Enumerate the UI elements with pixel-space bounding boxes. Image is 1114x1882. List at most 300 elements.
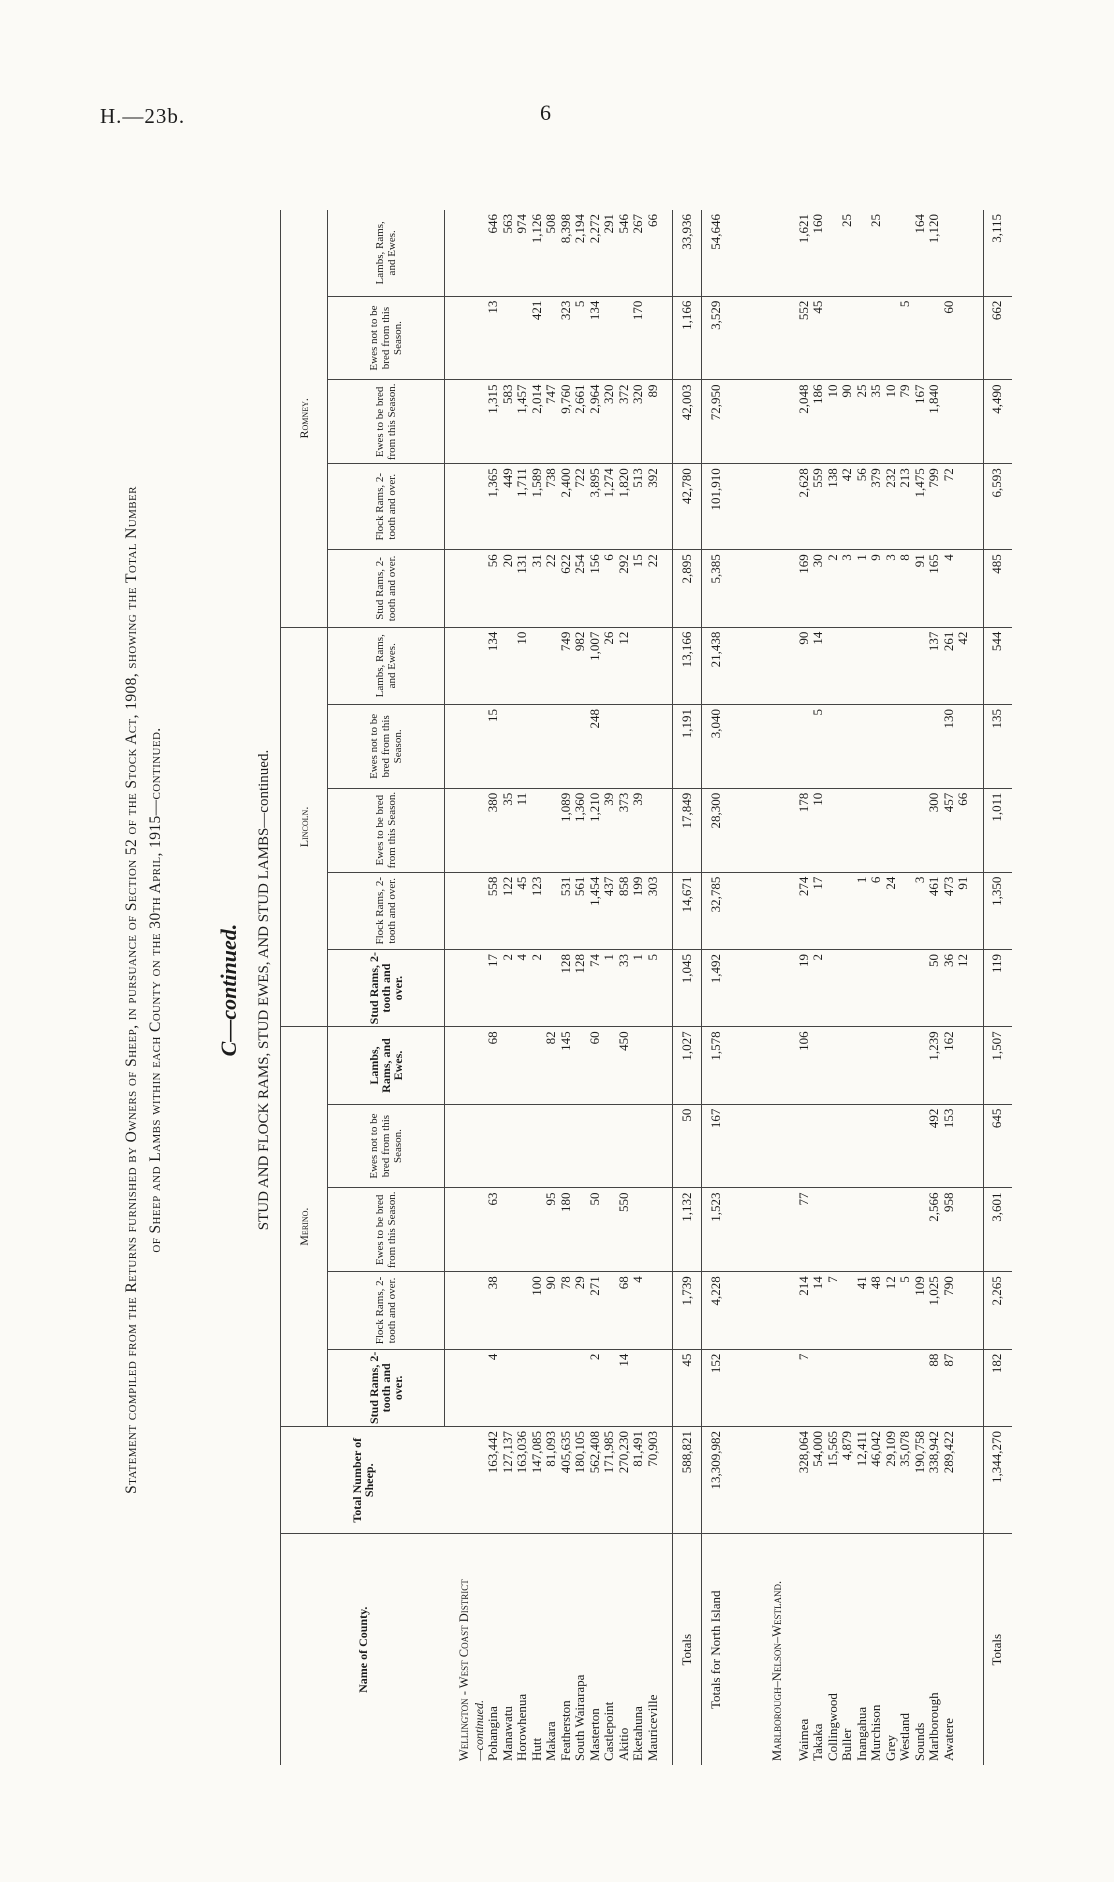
cell-value bbox=[486, 1104, 501, 1188]
cell-value: 12 bbox=[617, 627, 632, 704]
cell-value: 17 bbox=[486, 949, 501, 1026]
cell-value: 974 bbox=[515, 210, 530, 296]
cell-value bbox=[646, 1027, 661, 1104]
table-row bbox=[942, 210, 957, 1765]
cell-value: 214 bbox=[797, 1272, 812, 1349]
header-merino-flock: Flock Rams, 2-tooth and over. bbox=[328, 1272, 445, 1349]
cell-value: 2,048 bbox=[797, 380, 812, 464]
cell-value bbox=[544, 872, 559, 949]
cell-value bbox=[559, 1104, 574, 1188]
cell-value: 274 bbox=[797, 872, 812, 949]
table-row bbox=[797, 210, 812, 1765]
table-row bbox=[826, 210, 841, 1765]
cell-value bbox=[544, 627, 559, 704]
cell-value bbox=[530, 1104, 545, 1188]
county-name: Takaka bbox=[810, 1723, 825, 1761]
cell-value: 8 bbox=[898, 550, 913, 627]
cell-value: 2,895 bbox=[673, 550, 702, 627]
cell-value: 1,166 bbox=[673, 296, 702, 380]
county-name: Buller bbox=[839, 1728, 854, 1761]
cell-value: 261 bbox=[942, 627, 957, 704]
cell-value bbox=[898, 704, 913, 788]
cell-value: 2,628 bbox=[797, 464, 812, 550]
header-romney-stud: Stud Rams, 2-tooth and over. bbox=[328, 550, 445, 627]
cell-value bbox=[898, 1349, 913, 1426]
cell-value: 1,126 bbox=[530, 210, 545, 296]
cell-value: 1,274 bbox=[602, 464, 617, 550]
cell-value: 122 bbox=[501, 872, 516, 949]
header-romney-lambs: Lambs, Rams, and Ewes. bbox=[328, 210, 445, 296]
cell-value: 13,309,982 bbox=[702, 1427, 731, 1534]
cell-value: 546 bbox=[617, 210, 632, 296]
cell-value: 11 bbox=[515, 788, 530, 872]
header-lincoln-ewes-bred: Ewes to be bred from this Season. bbox=[328, 788, 445, 872]
cell-value bbox=[913, 949, 928, 1026]
cell-value: 167 bbox=[913, 380, 928, 464]
header-merino-ewes-bred: Ewes to be bred from this Season. bbox=[328, 1188, 445, 1272]
cell-value: 35,078 bbox=[898, 1427, 913, 1534]
cell-value bbox=[826, 627, 841, 704]
cell-value: 552 bbox=[797, 296, 812, 380]
cell-value: 9 bbox=[869, 550, 884, 627]
cell-value: 17,849 bbox=[673, 788, 702, 872]
cell-value: 3,040 bbox=[702, 704, 731, 788]
header-lincoln-lambs: Lambs, Rams, and Ewes. bbox=[328, 627, 445, 704]
cell-value bbox=[898, 1027, 913, 1104]
cell-value: 123 bbox=[530, 872, 545, 949]
cell-value: 1,621 bbox=[797, 210, 812, 296]
cell-value bbox=[797, 1104, 812, 1188]
county-name: Akitio bbox=[615, 1727, 631, 1761]
county-name: Totals bbox=[983, 1534, 1012, 1765]
cell-value: 3,115 bbox=[983, 210, 1012, 296]
header-merino-stud: Stud Rams, 2-tooth and over. bbox=[328, 1349, 445, 1426]
cell-value bbox=[913, 1104, 928, 1188]
cell-value bbox=[797, 704, 812, 788]
cell-value: 163,036 bbox=[515, 1427, 530, 1534]
cell-value: 15 bbox=[486, 704, 501, 788]
cell-value: 645 bbox=[983, 1104, 1012, 1188]
cell-value: 1,045 bbox=[673, 949, 702, 1026]
cell-value: 1 bbox=[855, 872, 870, 949]
cell-value: 26 bbox=[602, 627, 617, 704]
table-row bbox=[602, 210, 617, 1765]
cell-value bbox=[927, 704, 942, 788]
cell-value bbox=[631, 627, 646, 704]
cell-value: 1,025 bbox=[927, 1272, 942, 1349]
cell-value: 89 bbox=[646, 380, 661, 464]
cell-value: 130 bbox=[942, 704, 957, 788]
cell-value: 14 bbox=[811, 627, 826, 704]
cell-value: 169 bbox=[797, 550, 812, 627]
cell-value bbox=[942, 380, 957, 464]
cell-value: 50 bbox=[927, 949, 942, 1026]
section-title-wellington: Wellington - West Coast District bbox=[457, 1579, 471, 1761]
cell-value: 323 bbox=[559, 296, 574, 380]
cell-value: 5 bbox=[898, 1272, 913, 1349]
cell-value: 54,646 bbox=[702, 210, 731, 296]
cell-value: 9,760 bbox=[559, 380, 574, 464]
cell-value bbox=[826, 704, 841, 788]
cell-value bbox=[898, 627, 913, 704]
cell-value: 4,228 bbox=[702, 1272, 731, 1349]
cell-value bbox=[559, 1349, 574, 1426]
cell-value bbox=[840, 1027, 855, 1104]
cell-value: 2,265 bbox=[983, 1272, 1012, 1349]
cell-value bbox=[869, 296, 884, 380]
cell-value: 213 bbox=[898, 464, 913, 550]
county-name: Featherston bbox=[557, 1700, 573, 1761]
cell-value bbox=[602, 704, 617, 788]
section-heading: C—continued. bbox=[216, 923, 241, 1057]
cell-value: 90 bbox=[797, 627, 812, 704]
cell-value: 1,475 bbox=[913, 464, 928, 550]
cell-value: 33 bbox=[617, 949, 632, 1026]
cell-value: 128 bbox=[559, 949, 574, 1026]
cell-value bbox=[501, 1027, 516, 1104]
cell-value bbox=[855, 949, 870, 1026]
cell-value: 170 bbox=[631, 296, 646, 380]
cell-value bbox=[869, 788, 884, 872]
cell-value bbox=[501, 627, 516, 704]
table-row bbox=[646, 210, 661, 1765]
cell-value bbox=[631, 704, 646, 788]
cell-value: 1,589 bbox=[530, 464, 545, 550]
cell-value: 74 bbox=[588, 949, 603, 1026]
cell-value: 5 bbox=[646, 949, 661, 1026]
cell-value: 90 bbox=[840, 380, 855, 464]
cell-value: 39 bbox=[602, 788, 617, 872]
cell-value: 1,739 bbox=[673, 1272, 702, 1349]
cell-value bbox=[826, 296, 841, 380]
cell-value: 1,350 bbox=[983, 872, 1012, 949]
cell-value bbox=[869, 1027, 884, 1104]
cell-value: 54,000 bbox=[811, 1427, 826, 1534]
cell-value: 77 bbox=[797, 1188, 812, 1272]
cell-value bbox=[544, 788, 559, 872]
cell-value: 41 bbox=[855, 1272, 870, 1349]
cell-value: 14 bbox=[811, 1272, 826, 1349]
cell-value: 10 bbox=[826, 380, 841, 464]
cell-value: 45 bbox=[811, 296, 826, 380]
cell-value: 131 bbox=[515, 550, 530, 627]
cell-value: 68 bbox=[486, 1027, 501, 1104]
cell-value: 50 bbox=[673, 1104, 702, 1188]
cell-value bbox=[573, 1027, 588, 1104]
cell-value bbox=[646, 1349, 661, 1426]
cell-value: 138 bbox=[826, 464, 841, 550]
cell-value: 153 bbox=[942, 1104, 957, 1188]
cell-value bbox=[631, 1349, 646, 1426]
cell-value: 958 bbox=[942, 1188, 957, 1272]
cell-value bbox=[869, 627, 884, 704]
cell-value: 1,711 bbox=[515, 464, 530, 550]
table-row bbox=[913, 210, 928, 1765]
cell-value bbox=[956, 1427, 971, 1534]
cell-value bbox=[913, 1188, 928, 1272]
cell-value: 6 bbox=[602, 550, 617, 627]
cell-value bbox=[515, 704, 530, 788]
totals-row bbox=[983, 210, 1012, 1765]
cell-value: 1,132 bbox=[673, 1188, 702, 1272]
cell-value bbox=[631, 1188, 646, 1272]
cell-value: 68 bbox=[617, 1272, 632, 1349]
cell-value: 1,315 bbox=[486, 380, 501, 464]
cell-value: 372 bbox=[617, 380, 632, 464]
cell-value: 13,166 bbox=[673, 627, 702, 704]
cell-value: 550 bbox=[617, 1188, 632, 1272]
cell-value: 180 bbox=[559, 1188, 574, 1272]
cell-value: 3 bbox=[913, 872, 928, 949]
cell-value: 14 bbox=[617, 1349, 632, 1426]
cell-value: 28,300 bbox=[702, 788, 731, 872]
cell-value: 25 bbox=[840, 210, 855, 296]
county-name: Manawatu bbox=[499, 1706, 515, 1761]
county-name bbox=[956, 1534, 971, 1765]
cell-value bbox=[855, 704, 870, 788]
cell-value: 858 bbox=[617, 872, 632, 949]
cell-value bbox=[515, 1349, 530, 1426]
cell-value bbox=[811, 1104, 826, 1188]
cell-value: 119 bbox=[983, 949, 1012, 1026]
cell-value: 10 bbox=[811, 788, 826, 872]
cell-value bbox=[573, 1104, 588, 1188]
cell-value: 50 bbox=[588, 1188, 603, 1272]
cell-value: 3 bbox=[884, 550, 899, 627]
cell-value bbox=[869, 704, 884, 788]
cell-value bbox=[515, 1188, 530, 1272]
cell-value: 790 bbox=[942, 1272, 957, 1349]
cell-value: 78 bbox=[559, 1272, 574, 1349]
cell-value: 42,003 bbox=[673, 380, 702, 464]
cell-value: 559 bbox=[811, 464, 826, 550]
cell-value bbox=[530, 627, 545, 704]
cell-value: 457 bbox=[942, 788, 957, 872]
cell-value bbox=[884, 296, 899, 380]
cell-value: 145 bbox=[559, 1027, 574, 1104]
cell-value: 1,457 bbox=[515, 380, 530, 464]
cell-value bbox=[811, 1188, 826, 1272]
cell-value: 167 bbox=[702, 1104, 731, 1188]
cell-value: 270,230 bbox=[617, 1427, 632, 1534]
cell-value bbox=[515, 1027, 530, 1104]
table-row bbox=[573, 210, 588, 1765]
cell-value: 5 bbox=[898, 296, 913, 380]
cell-value: 2,272 bbox=[588, 210, 603, 296]
cell-value bbox=[956, 210, 971, 296]
cell-value bbox=[942, 210, 957, 296]
cell-value: 128 bbox=[573, 949, 588, 1026]
cell-value bbox=[530, 1027, 545, 1104]
cell-value bbox=[646, 1188, 661, 1272]
cell-value bbox=[898, 872, 913, 949]
cell-value: 90 bbox=[544, 1272, 559, 1349]
cell-value: 101,910 bbox=[702, 464, 731, 550]
cell-value bbox=[913, 788, 928, 872]
cell-value: 1 bbox=[855, 550, 870, 627]
cell-value: 3,529 bbox=[702, 296, 731, 380]
cell-value bbox=[913, 704, 928, 788]
cell-value bbox=[544, 1104, 559, 1188]
cell-value bbox=[869, 1188, 884, 1272]
cell-value bbox=[573, 704, 588, 788]
cell-value bbox=[602, 1188, 617, 1272]
cell-value bbox=[840, 704, 855, 788]
cell-value bbox=[884, 788, 899, 872]
cell-value bbox=[515, 1104, 530, 1188]
cell-value: 1 bbox=[602, 949, 617, 1026]
cell-value bbox=[898, 788, 913, 872]
cell-value bbox=[501, 1104, 516, 1188]
cell-value: 13 bbox=[486, 296, 501, 380]
cell-value: 152 bbox=[702, 1349, 731, 1426]
title-line-1: Statement compiled from the Returns furnished by Owners of Sheep, in pursuance of Section 52 of the Stock Act, 1908, showing the Total Number bbox=[123, 486, 140, 1494]
cell-value bbox=[811, 1027, 826, 1104]
cell-value: 2 bbox=[588, 1349, 603, 1426]
table-row bbox=[956, 210, 971, 1765]
county-name: Horowhenua bbox=[514, 1693, 529, 1761]
county-name: Waimea bbox=[795, 1718, 811, 1761]
cell-value bbox=[646, 1272, 661, 1349]
cell-value bbox=[956, 380, 971, 464]
cell-value: 127,137 bbox=[501, 1427, 516, 1534]
cell-value: 135 bbox=[983, 704, 1012, 788]
cell-value bbox=[913, 627, 928, 704]
cell-value: 82 bbox=[544, 1027, 559, 1104]
table-row bbox=[486, 210, 501, 1765]
cell-value: 10 bbox=[515, 627, 530, 704]
cell-value bbox=[855, 1104, 870, 1188]
cell-value: 1,820 bbox=[617, 464, 632, 550]
cell-value: 178 bbox=[797, 788, 812, 872]
cell-value bbox=[530, 1349, 545, 1426]
cell-value: 544 bbox=[983, 627, 1012, 704]
cell-value: 300 bbox=[927, 788, 942, 872]
table-row bbox=[501, 210, 516, 1765]
cell-value bbox=[530, 788, 545, 872]
cell-value: 42,780 bbox=[673, 464, 702, 550]
cell-value: 91 bbox=[956, 872, 971, 949]
cell-value: 588,821 bbox=[673, 1427, 702, 1534]
county-name: Totals bbox=[673, 1534, 702, 1765]
cell-value: 134 bbox=[588, 296, 603, 380]
header-total-sheep: Total Number of Sheep. bbox=[281, 1427, 445, 1534]
cell-value bbox=[840, 296, 855, 380]
cell-value: 15,565 bbox=[826, 1427, 841, 1534]
cell-value: 646 bbox=[486, 210, 501, 296]
cell-value: 162 bbox=[942, 1027, 957, 1104]
cell-value bbox=[913, 1349, 928, 1426]
cell-value bbox=[530, 1188, 545, 1272]
sheep-returns-table bbox=[280, 210, 1012, 1765]
table-row bbox=[588, 210, 603, 1765]
county-name: Murchison bbox=[868, 1704, 883, 1761]
cell-value bbox=[956, 1027, 971, 1104]
cell-value: 3,895 bbox=[588, 464, 603, 550]
cell-value: 449 bbox=[501, 464, 516, 550]
county-name: Grey bbox=[882, 1735, 898, 1761]
cell-value: 134 bbox=[486, 627, 501, 704]
cell-value bbox=[855, 788, 870, 872]
cell-value: 4 bbox=[631, 1272, 646, 1349]
cell-value: 558 bbox=[486, 872, 501, 949]
cell-value: 95 bbox=[544, 1188, 559, 1272]
cell-value bbox=[898, 210, 913, 296]
table-row bbox=[840, 210, 855, 1765]
cell-value bbox=[826, 788, 841, 872]
table-row bbox=[927, 210, 942, 1765]
cell-value: 5,385 bbox=[702, 550, 731, 627]
cell-value: 32,785 bbox=[702, 872, 731, 949]
cell-value: 5 bbox=[811, 704, 826, 788]
cell-value: 373 bbox=[617, 788, 632, 872]
cell-value bbox=[617, 704, 632, 788]
cell-value bbox=[956, 1188, 971, 1272]
cell-value: 799 bbox=[927, 464, 942, 550]
cell-value: 63 bbox=[486, 1188, 501, 1272]
cell-value bbox=[646, 627, 661, 704]
cell-value bbox=[602, 296, 617, 380]
cell-value bbox=[646, 788, 661, 872]
cell-value: 137 bbox=[927, 627, 942, 704]
header-romney-flock: Flock Rams, 2-tooth and over. bbox=[328, 464, 445, 550]
cell-value bbox=[884, 1188, 899, 1272]
cell-value: 29 bbox=[573, 1272, 588, 1349]
cell-value bbox=[855, 1188, 870, 1272]
cell-value: 2,661 bbox=[573, 380, 588, 464]
cell-value: 1,360 bbox=[573, 788, 588, 872]
cell-value bbox=[869, 949, 884, 1026]
cell-value: 42 bbox=[840, 464, 855, 550]
table-row bbox=[515, 210, 530, 1765]
cell-value: 70,903 bbox=[646, 1427, 661, 1534]
cell-value: 31 bbox=[530, 550, 545, 627]
county-name: Eketahuna bbox=[630, 1706, 645, 1761]
cell-value: 4,879 bbox=[840, 1427, 855, 1534]
county-name: Masterton bbox=[586, 1708, 602, 1761]
table-row bbox=[884, 210, 899, 1765]
cell-value bbox=[515, 1272, 530, 1349]
cell-value: 38 bbox=[486, 1272, 501, 1349]
cell-value: 3,601 bbox=[983, 1188, 1012, 1272]
cell-value: 60 bbox=[588, 1027, 603, 1104]
cell-value: 531 bbox=[559, 872, 574, 949]
cell-value bbox=[573, 1349, 588, 1426]
header-lincoln-stud: Stud Rams, 2-tooth and over. bbox=[328, 949, 445, 1026]
cell-value bbox=[573, 1188, 588, 1272]
cell-value: 2,014 bbox=[530, 380, 545, 464]
cell-value: 156 bbox=[588, 550, 603, 627]
cell-value: 254 bbox=[573, 550, 588, 627]
cell-value: 1,523 bbox=[702, 1188, 731, 1272]
cell-value bbox=[869, 1349, 884, 1426]
table-row bbox=[898, 210, 913, 1765]
cell-value: 248 bbox=[588, 704, 603, 788]
cell-value: 33,936 bbox=[673, 210, 702, 296]
header-romney-ewes-bred: Ewes to be bred from this Season. bbox=[328, 380, 445, 464]
header-lincoln-flock: Flock Rams, 2-tooth and over. bbox=[328, 872, 445, 949]
cell-value: 747 bbox=[544, 380, 559, 464]
cell-value: 6,593 bbox=[983, 464, 1012, 550]
cell-value: 171,985 bbox=[602, 1427, 617, 1534]
cell-value bbox=[956, 1349, 971, 1426]
cell-value bbox=[544, 296, 559, 380]
cell-value bbox=[646, 296, 661, 380]
cell-value: 79 bbox=[898, 380, 913, 464]
cell-value: 6 bbox=[869, 872, 884, 949]
table-body bbox=[445, 210, 1012, 1765]
cell-value: 271 bbox=[588, 1272, 603, 1349]
